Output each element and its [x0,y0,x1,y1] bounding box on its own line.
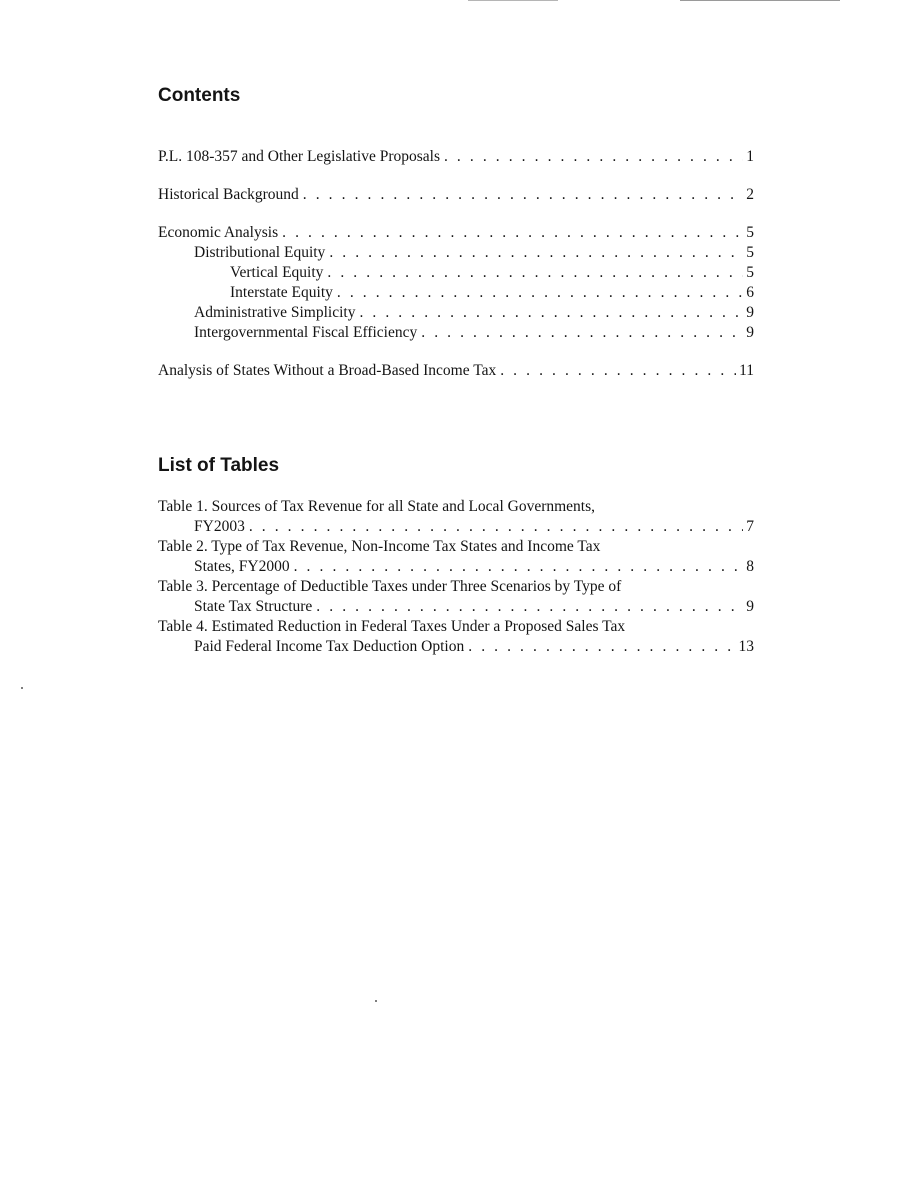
toc-entry[interactable] [158,185,754,205]
table-entry-page: 7 [746,518,754,535]
toc-entry[interactable] [158,147,754,167]
toc-entry-page: 11 [739,362,754,379]
dot-leader [282,223,743,243]
toc-entry-title: Administrative Simplicity [194,304,356,321]
toc-entry[interactable] [158,361,754,381]
toc-entry[interactable] [158,323,754,343]
dot-leader [303,185,743,205]
table-entry-title: Table 1. Sources of Tax Revenue for all State and Local Governments, [158,498,596,515]
toc-entry[interactable] [158,243,754,263]
table-entry[interactable] [158,577,754,617]
toc-entry[interactable] [158,263,754,283]
scan-edge-line [680,0,840,1]
table-entry-title-cont: FY2003 [194,518,245,535]
dot-leader [359,303,743,323]
toc-entry-page: 5 [746,244,754,261]
dot-leader [337,283,743,303]
toc-entry-title: Historical Background [158,186,299,203]
dot-leader [327,263,743,283]
table-entry-title: Table 2. Type of Tax Revenue, Non-Income Tax States and Income Tax [158,538,601,555]
dot-leader [249,517,743,537]
table-entry-continuation [158,637,754,657]
list-of-tables-heading: List of Tables [158,455,280,476]
scan-edge-line [468,0,558,1]
table-entry-title-cont: Paid Federal Income Tax Deduction Option [194,638,465,655]
dot-leader [316,597,743,617]
toc-entry-title: Interstate Equity [230,284,333,301]
toc-entry-page: 9 [746,304,754,321]
scan-speck [21,687,23,689]
table-entry-title: Table 4. Estimated Reduction in Federal Taxes Under a Proposed Sales Tax [158,618,626,635]
table-entry-title: Table 3. Percentage of Deductible Taxes under Three Scenarios by Type of [158,578,622,595]
toc-entry[interactable] [158,283,754,303]
toc-entry[interactable] [158,303,754,323]
table-entry[interactable] [158,617,754,657]
table-entry-continuation [158,557,754,577]
table-entry[interactable] [158,497,754,537]
toc-entry-page: 1 [746,148,754,165]
dot-leader [468,637,735,657]
toc-entry-page: 6 [746,284,754,301]
table-entry-title-cont: States, FY2000 [194,558,290,575]
table-entry-title-cont: State Tax Structure [194,598,313,615]
table-entry-page: 9 [746,598,754,615]
list-of-tables [158,497,754,657]
table-entry-page: 8 [746,558,754,575]
dot-leader [329,243,743,263]
dot-leader [421,323,743,343]
contents-list [158,147,754,381]
table-entry-continuation [158,597,754,617]
table-entry[interactable] [158,537,754,577]
toc-entry-title: Distributional Equity [194,244,326,261]
contents-heading: Contents [158,85,241,106]
toc-entry-title: Analysis of States Without a Broad-Based Income Tax [158,362,497,379]
table-entry-continuation [158,517,754,537]
scan-speck [375,1000,377,1002]
toc-entry-title: Vertical Equity [230,264,324,281]
dot-leader [294,557,744,577]
toc-entry-page: 2 [746,186,754,203]
dot-leader [500,361,736,381]
toc-entry-page: 9 [746,324,754,341]
toc-entry-page: 5 [746,264,754,281]
toc-entry-title: P.L. 108-357 and Other Legislative Proposals [158,148,440,165]
toc-entry-title: Economic Analysis [158,224,279,241]
toc-entry-page: 5 [746,224,754,241]
table-entry-page: 13 [738,638,754,655]
toc-entry-title: Intergovernmental Fiscal Efficiency [194,324,418,341]
dot-leader [444,147,743,167]
toc-entry[interactable] [158,223,754,243]
